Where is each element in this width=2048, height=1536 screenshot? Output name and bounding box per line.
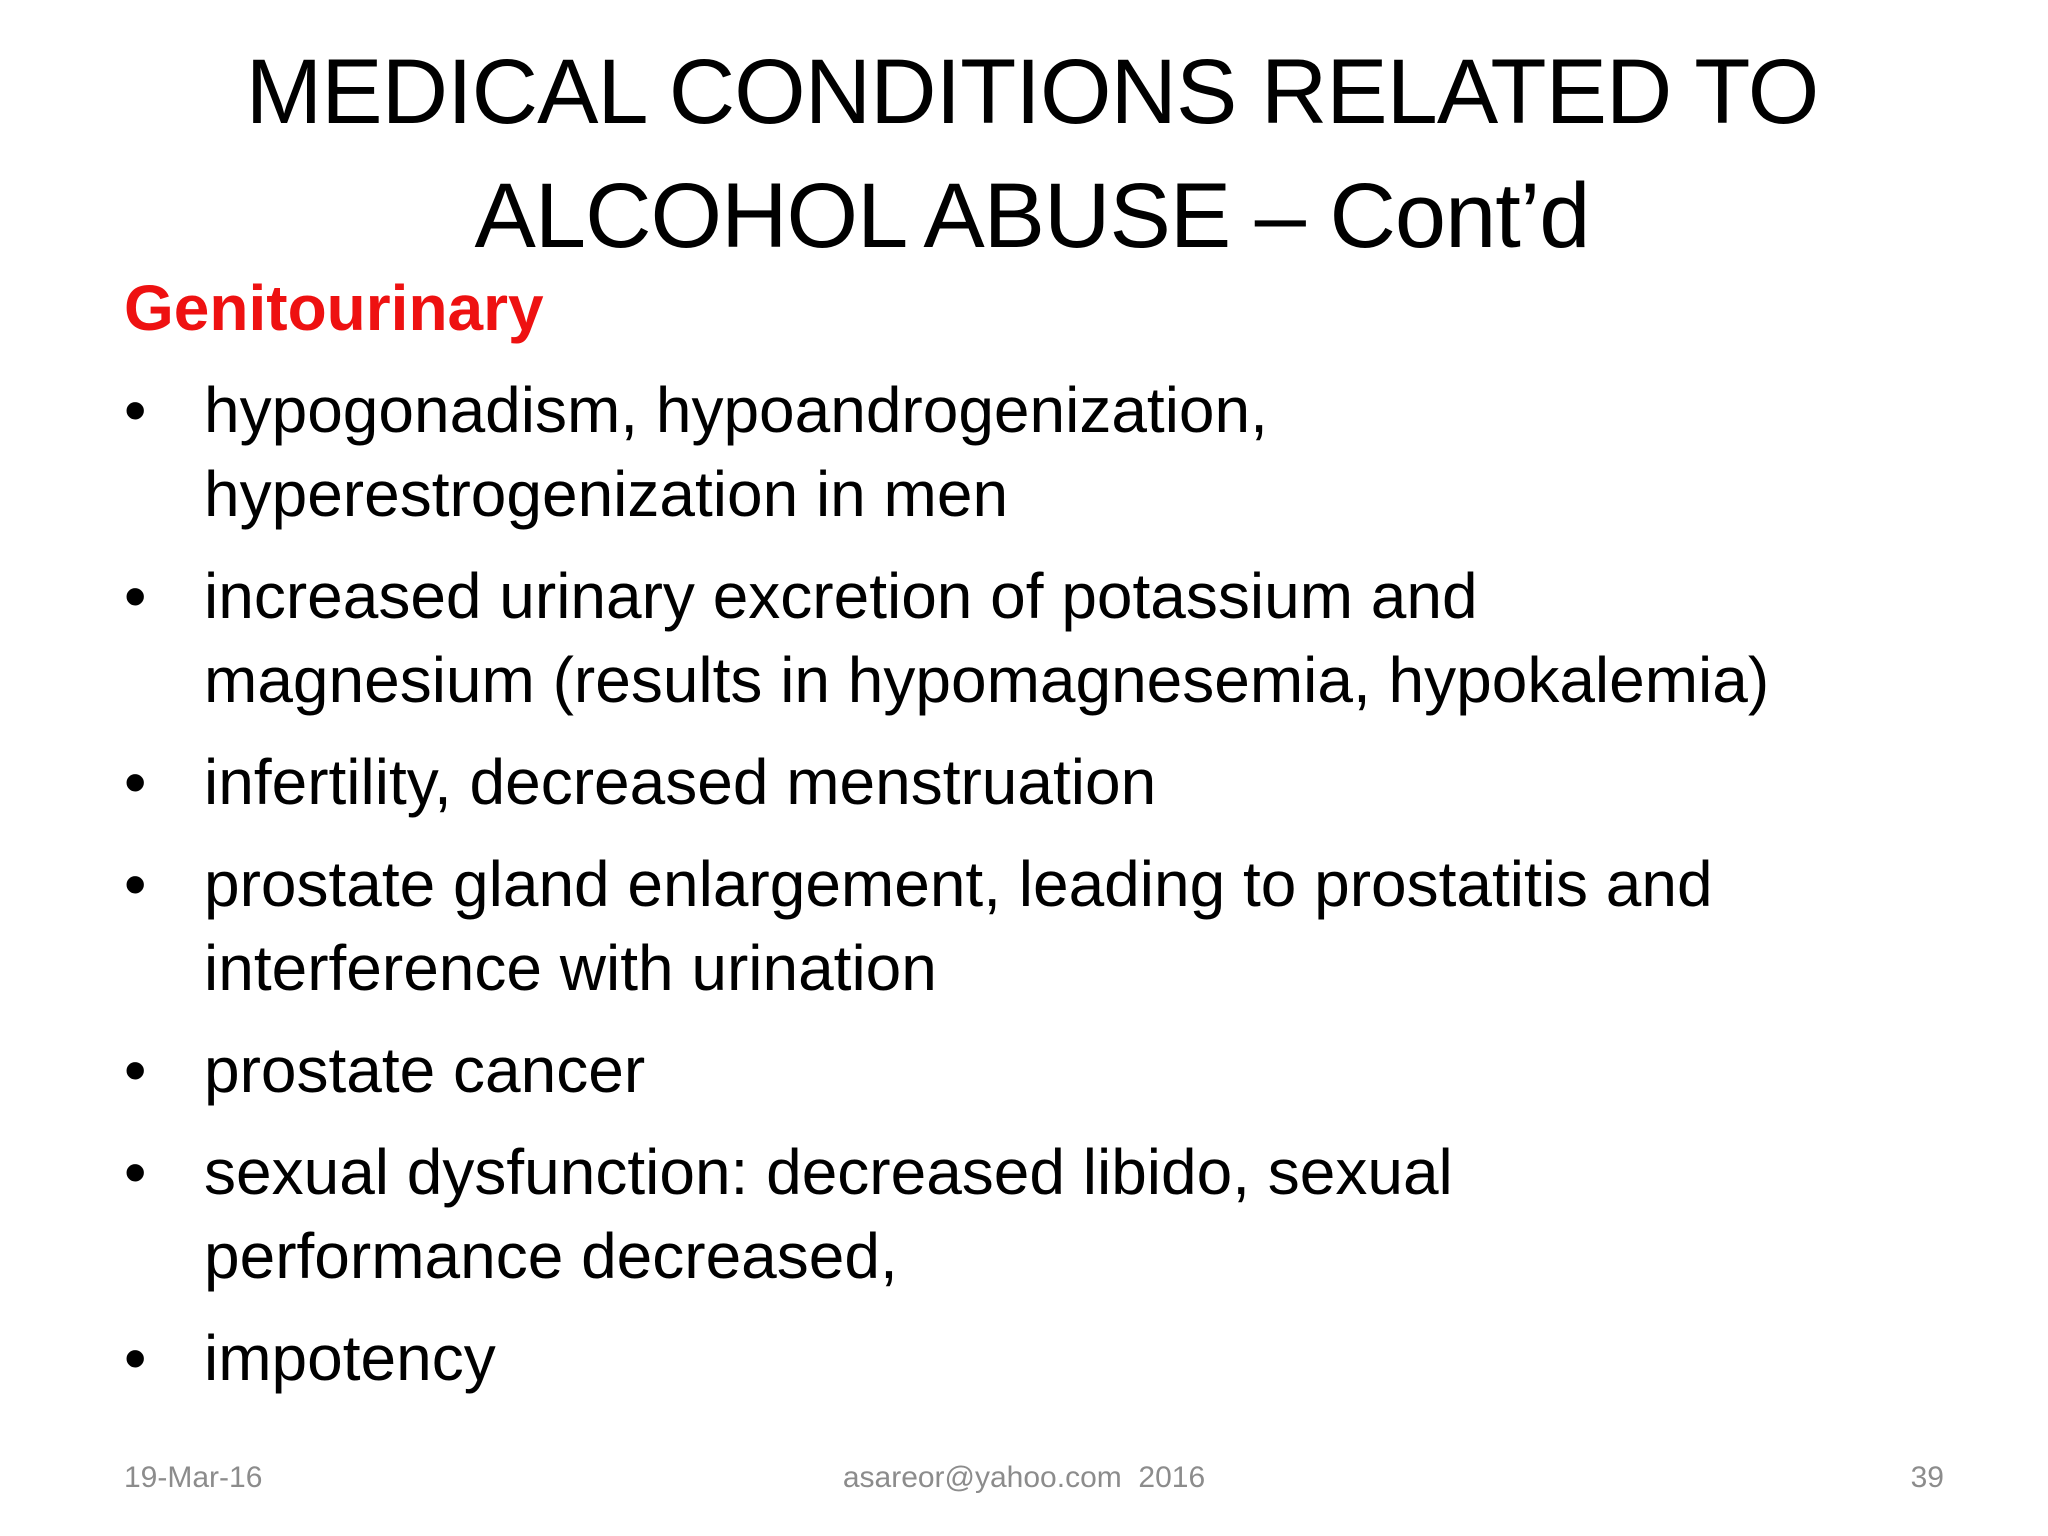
bullet-text-line-1: infertility, decreased menstruation [204, 746, 1157, 818]
bullet-text-line-2: performance decreased, [204, 1220, 898, 1292]
bullet-icon: • [124, 1136, 147, 1208]
footer-page-number: 39 [1910, 1461, 1944, 1494]
bullet-icon: • [124, 1034, 147, 1106]
bullet-text-line-1: increased urinary excretion of potassium and [204, 560, 1478, 632]
bullet-text-line-1: hypogonadism, hypoandrogenization, [204, 374, 1268, 446]
bullet-item [124, 842, 1954, 1010]
slide-title-line-1: MEDICAL CONDITIONS RELATED TO [245, 41, 1819, 143]
bullet-item [124, 1316, 1954, 1400]
footer-date: 19-Mar-16 [124, 1461, 263, 1494]
bullet-text-line-2: magnesium (results in hypomagnesemia, hypokalemia) [204, 644, 1770, 716]
bullet-icon: • [124, 848, 147, 920]
bullet-item [124, 740, 1954, 824]
footer-author: asareor@yahoo.com 2016 [842, 1461, 1206, 1494]
bullet-icon: • [124, 1322, 147, 1394]
slide-title-line-2: ALCOHOL ABUSE – Cont’d [474, 165, 1590, 267]
bullet-text-line-2: hyperestrogenization in men [204, 458, 1009, 530]
bullet-icon: • [124, 746, 147, 818]
bullet-icon: • [124, 560, 147, 632]
section-heading: Genitourinary [124, 272, 544, 344]
bullet-text-line-1: prostate gland enlargement, leading to prostatitis and [204, 848, 1713, 920]
bullet-item [124, 1028, 1954, 1112]
bullet-text-line-1: impotency [204, 1322, 496, 1394]
bullet-icon: • [124, 374, 147, 446]
slide-title [124, 30, 1940, 278]
bullet-item [124, 554, 1954, 722]
bullet-list [124, 368, 1954, 1418]
bullet-text-line-2: interference with urination [204, 932, 937, 1004]
bullet-text-line-1: sexual dysfunction: decreased libido, sexual [204, 1136, 1453, 1208]
bullet-text-line-1: prostate cancer [204, 1034, 646, 1106]
bullet-item [124, 368, 1954, 536]
bullet-item [124, 1130, 1954, 1298]
